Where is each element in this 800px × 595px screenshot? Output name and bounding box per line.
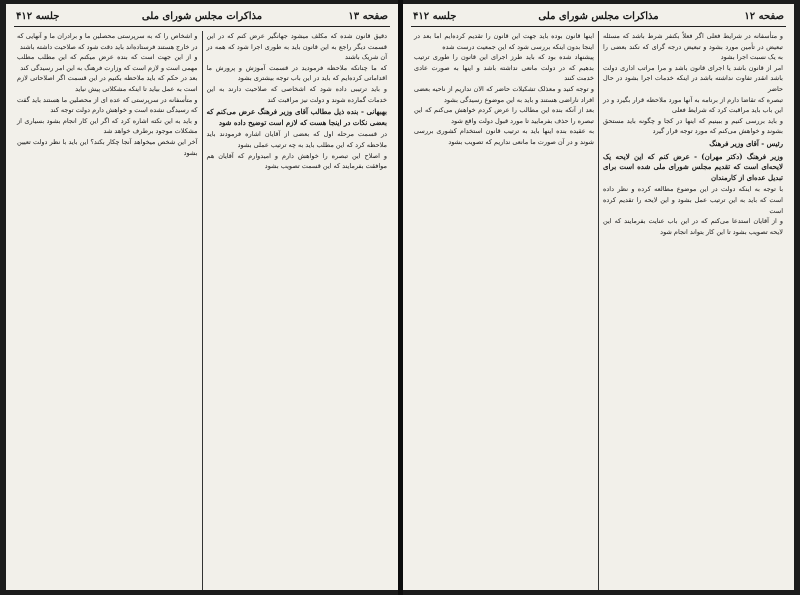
paragraph: و اصلاح این تبصره را خواهش دارم و امیدوارم که آقایان هم موافقت بفرمایند که این قسمت تصویب بشود	[206, 151, 387, 171]
paragraph: دقیق قانون شده که مکلف میشود جهانگیر عرض کنم که در این قسمت دیگر راجع به این قانون باید به طوری اجرا شود که همه در آن شریک باشند	[206, 32, 387, 62]
paragraph: و باید به این نکته اشاره کرد که اگر این کار انجام بشود بسیاری از مشکلات موجود برطرف خواهد شد	[17, 116, 198, 136]
right-page-session: جلسه ۴۱۲	[413, 11, 457, 22]
column-divider	[598, 31, 599, 590]
left-page-session: جلسه ۴۱۲	[16, 11, 60, 22]
paragraph: بعد در حکم که باید ملاحظه بکنیم در این قسمت اگر اصلاحاتی لازم است به عمل بیاید تا اینکه مشکلاتی پیش نیاید	[17, 74, 198, 93]
paragraph: و توجه کنید و معذلک تشکیلات حاضر که الان نداریم از ناحیه بعضی افراد ناراضی هستند و باید به این موضوع رسیدگی بشود	[414, 84, 594, 104]
right-page-columns	[411, 31, 786, 590]
left-page-column-2	[14, 31, 201, 590]
left-page-column-1	[204, 31, 391, 590]
right-page-title: مذاکرات مجلس شورای ملی	[538, 11, 659, 22]
paragraph: در قسمت مرحله اول که بعضی از آقایان اشاره فرمودند باید ملاحظه کرد که این مطلب باید به چه ترتیب عملی بشود	[206, 130, 387, 149]
left-page-title: مذاکرات مجلس شورای ملی	[141, 11, 263, 22]
paragraph: با توجه به اینکه دولت در این موضوع مطالعه کرده و نظر داده است که باید به این ترتیب عمل بشود و این لایحه را تقدیم کرده است	[603, 185, 783, 215]
right-page-column-2	[411, 31, 597, 590]
paragraph: تبصره که تقاضا دارم از برنامه به آنها مورد ملاحظه قرار بگیرد و در این باب باید مراقبت کرد که شرایط فعلی	[603, 95, 783, 115]
left-page-header	[14, 8, 390, 27]
right-page-header	[411, 8, 786, 27]
paragraph: و باید بررسی کنیم و ببینیم که اینها در کجا و چگونه باید مستحق بشوند و خواهش می‌کنم که مورد توجه قرار گیرد	[603, 116, 783, 136]
paragraph: که ما چنانکه ملاحظه فرمودید در قسمت آموزش و پرورش ما اقداماتی کرده‌ایم که باید در این باب توجه بیشتری بشود	[206, 63, 387, 83]
paragraph: امر از قانون باشد یا اجرای قانون باشد و مرا مراتب اداری دولت باشد انقدر تفاوت نداشته باشد در اینکه خدمات اجرا بشود در حال حاضر	[603, 63, 783, 93]
paragraph: و از آقایان استدعا می‌کنم که در این باب عنایت بفرمایند که این لایحه تصویب بشود تا این کار بتواند انجام شود	[603, 217, 783, 236]
paragraph: اینها قانون بوده باید جهت این قانون را تقدیم کرده‌ایم اما بعد در اینجا بدون اینکه بررسی شود که این جمعیت درست شده	[414, 32, 594, 51]
paragraph: و اشخاص را که به سرپرستی محصلین ما و برادران ما و آنهایی که در خارج هستند فرستاده‌اند باید دقت شود که صلاحیت داشته باشند	[17, 32, 198, 51]
paragraph: بعد از آنکه بنده این مطالب را عرض کردم خواهش می‌کنم که این تبصره را حذف بفرمایید تا مورد قبول دولت واقع شود	[414, 106, 594, 125]
speaker-heading: رئیس - آقای وزیر فرهنگ	[709, 138, 783, 148]
paragraph: و متأسفانه در شرایط فعلی اگر فعلاً بکنفر شرط باشد که مسئله تبعیض در تأمین مورد بشود و تبعیض درجه گرای که نکند بعضی را به یک نسبت اجرا بشود	[603, 32, 783, 62]
right-page-number: صفحه ۱۲	[744, 11, 784, 22]
speaker-heading: وزیر فرهنگ (دکتر مهران) - عرض کنم که این لایحه یک لایحه‌ای است که تقدیم مجلس شورای ملی شده است برای تبدیل عده‌ای از کارمندان	[603, 151, 783, 182]
speaker-heading: بهبهانی - بنده ذیل مطالب آقای وزیر فرهنگ عرض می‌کنم که بعضی نکات در اینجا هست که لازم است توضیح داده شود	[206, 107, 387, 127]
paragraph: به عقیده بنده اینها باید به ترتیب قانون استخدام کشوری بررسی شوند و در آن صورت ما مانعی نداریم که تصویب بشود	[414, 127, 594, 146]
right-page-column-1	[600, 31, 786, 590]
left-page-number: صفحه ۱۳	[348, 11, 388, 22]
paragraph: و متأسفانه در سرپرستی که عده ای از محصلین ما هستند باید گفت که رسیدگی نشده است و خواهش دارم دولت توجه کند	[17, 95, 198, 115]
paragraph: و از این جهت است که بنده عرض میکنم که این مطلب مطلب مهمی است و لازم است که وزارت فرهنگ به این امر رسیدگی کند	[17, 53, 198, 72]
paragraph: آخر این شخص میخواهد آنجا چکار بکند؟ این باید با نظر دولت تعیین بشود	[17, 137, 198, 157]
left-page-columns	[14, 31, 390, 590]
paragraph: و باید ترتیبی داده شود که اشخاصی که صلاحیت دارند به این خدمات گمارده شوند و دولت نیز مراقبت کند	[206, 84, 387, 104]
column-divider	[202, 31, 203, 590]
right-page	[403, 4, 794, 590]
paragraph: پیشنهاد شده بود که باید طرز اجرای این قانون را طوری ترتیب بدهیم که در دولت مانعی نداشته باشد و اینها به صورت عادی خدمت کنند	[414, 53, 594, 83]
left-page	[6, 4, 398, 590]
